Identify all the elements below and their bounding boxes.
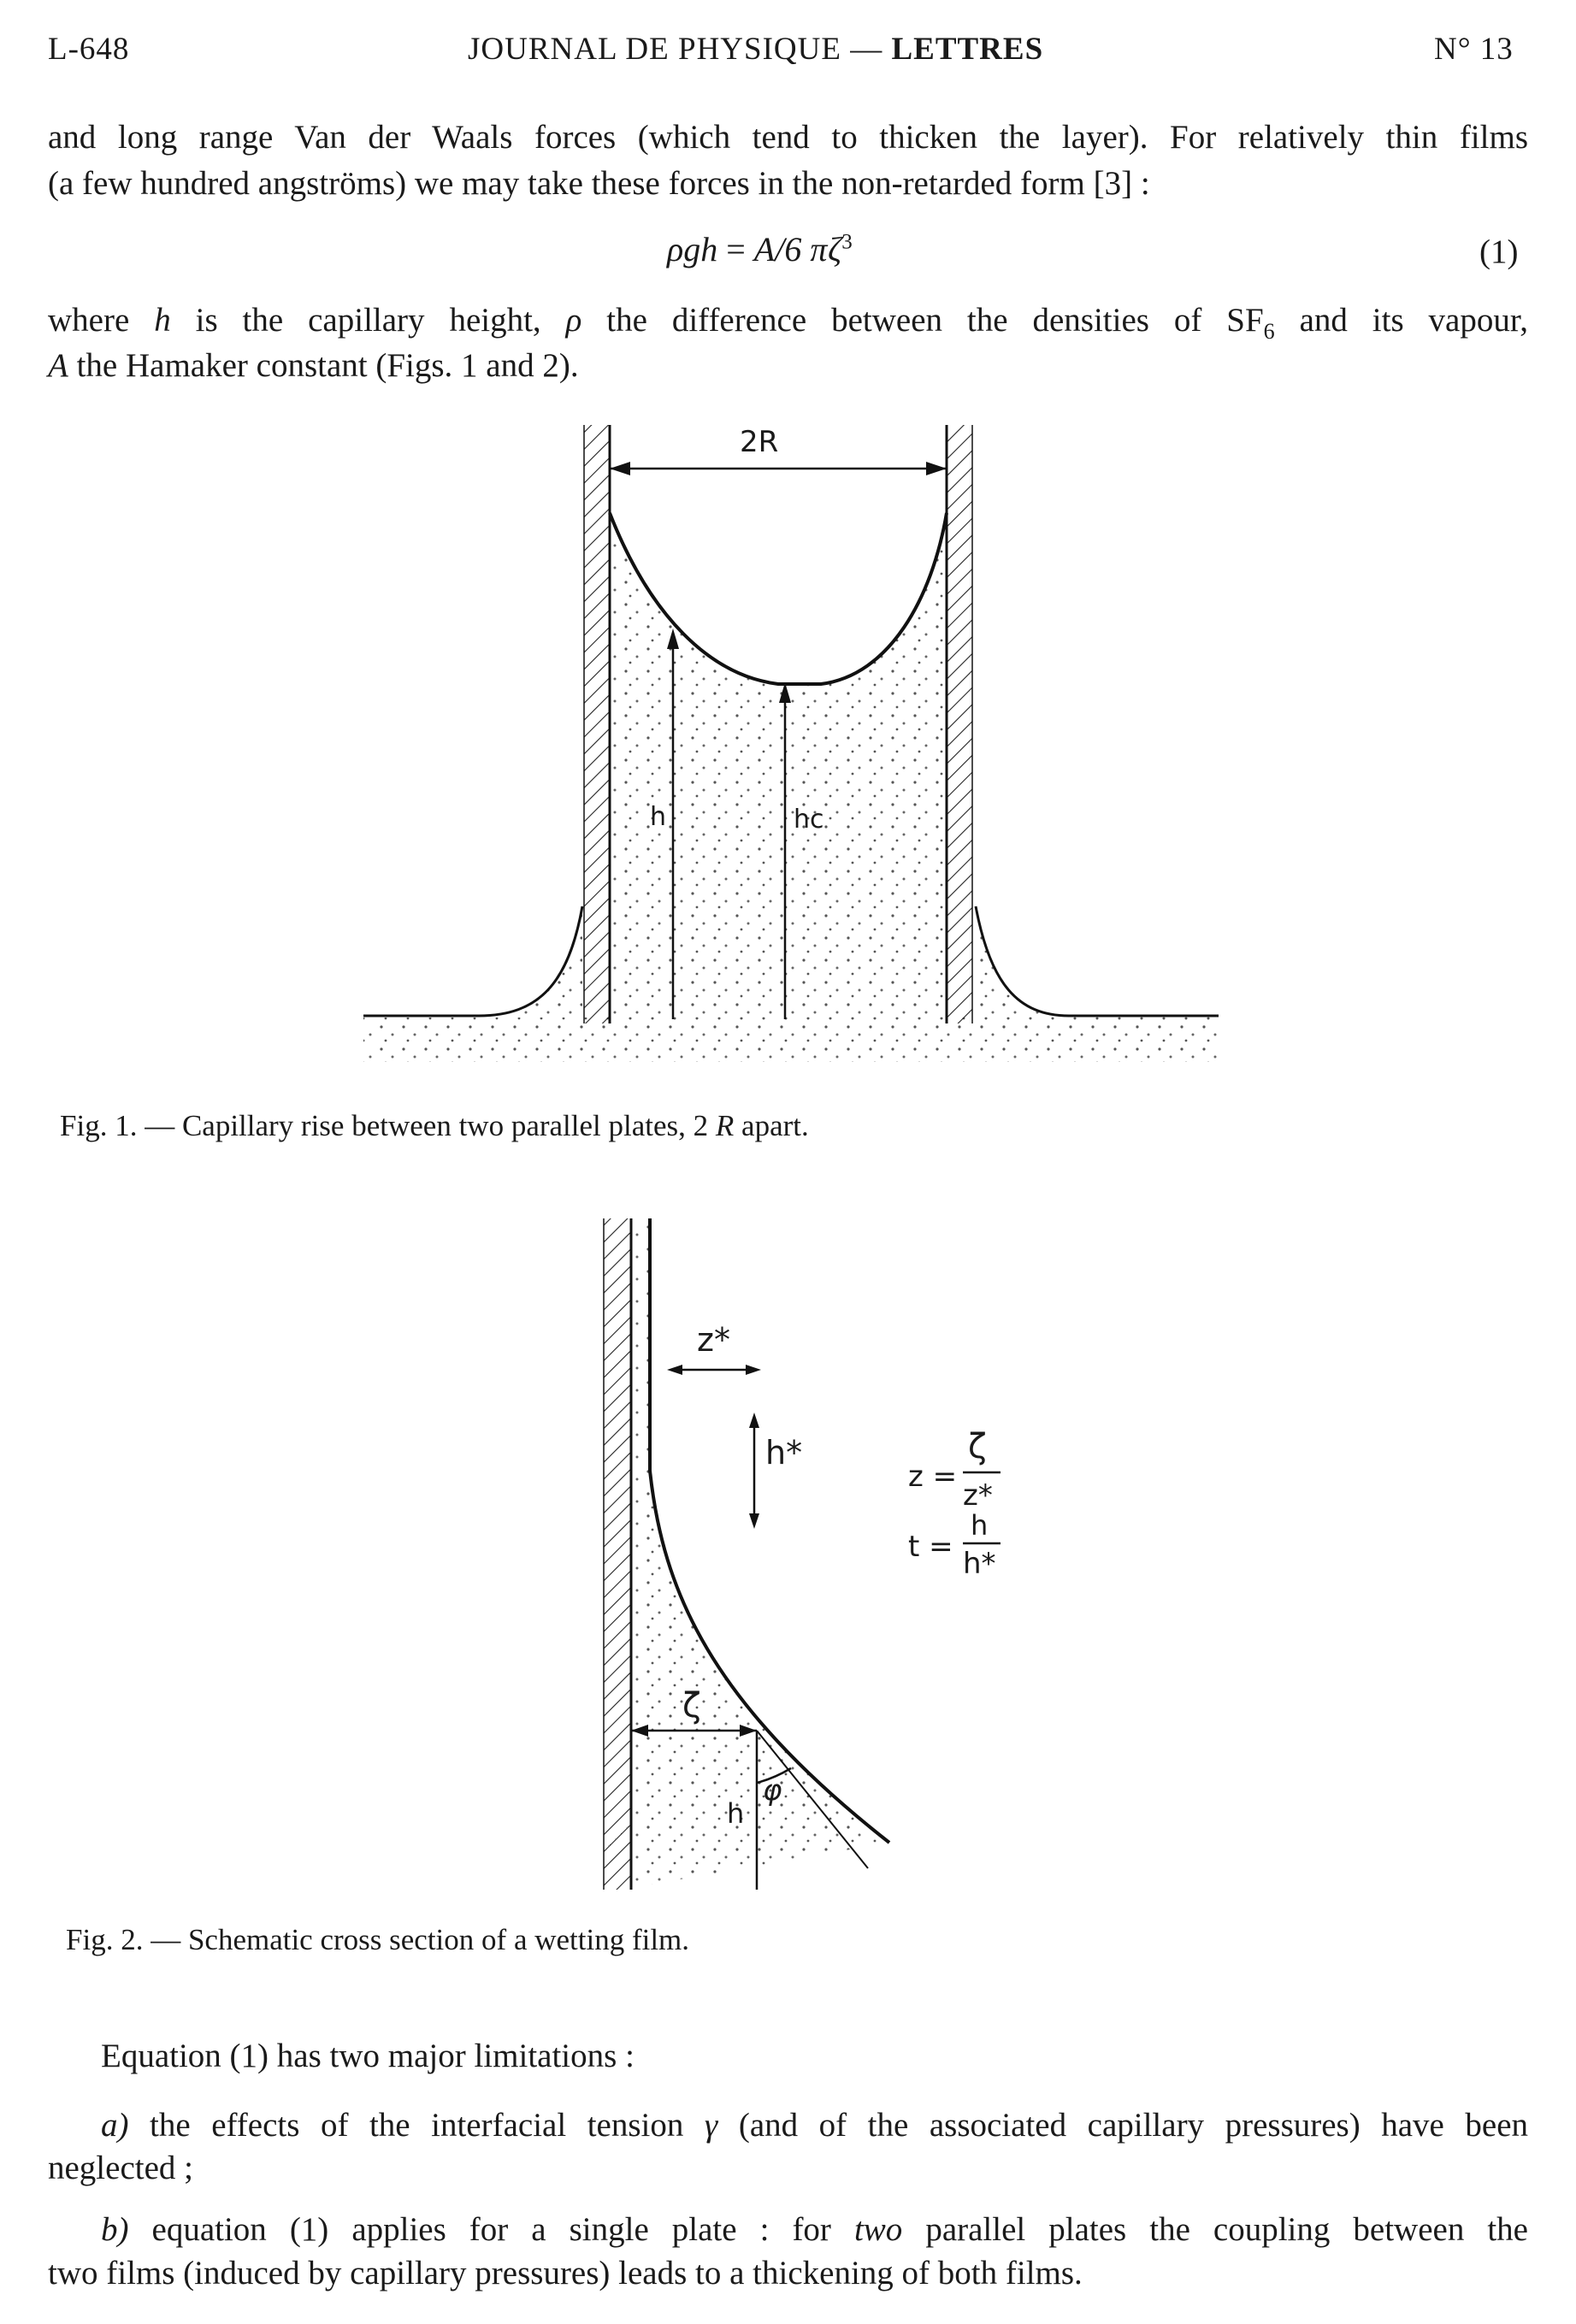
meniscus-left-fill — [363, 906, 582, 1016]
eq1-equals: = — [717, 230, 754, 268]
liquid-column — [610, 513, 947, 1022]
limitation-b-line-1 — [101, 2210, 1528, 2249]
wall — [604, 1218, 631, 1890]
def-rho: ρ — [565, 302, 582, 339]
page-number: L-648 — [48, 32, 130, 67]
item-a-text: the effects of the interfacial tension — [150, 2107, 684, 2144]
item-a-gamma: γ — [704, 2107, 718, 2144]
def-h: h — [154, 302, 171, 339]
label-hc: hc — [794, 805, 824, 835]
eq-t-lhs: t = — [908, 1530, 953, 1564]
limitations-intro: Equation (1) has two major limitations : — [101, 2038, 635, 2074]
eq1-lhs: ρgh — [667, 230, 718, 268]
caption-text: apart. — [741, 1109, 809, 1142]
figure-2 — [0, 1197, 1576, 1924]
intro-line-2: (a few hundred angströms) we may take these forces in the non-retarded form [3] : — [48, 165, 1150, 202]
eq-z-den: z* — [963, 1478, 993, 1513]
def-word: where — [48, 302, 130, 339]
item-b-label: b) — [101, 2211, 129, 2248]
label-hstar: h* — [765, 1434, 803, 1472]
item-a-text: (and of the associated capillary pressures) have been — [738, 2107, 1528, 2144]
item-b-text: equation (1) applies for a single plate : for — [151, 2211, 831, 2248]
caption-R: R — [715, 1109, 735, 1142]
eq1-exponent: 3 — [841, 230, 853, 254]
def-A: A — [48, 347, 68, 384]
equation-1-number: (1) — [1479, 233, 1519, 270]
def-subscript: 6 — [1263, 318, 1275, 344]
item-b-two: two — [853, 2211, 903, 2248]
journal-section: LETTRES — [891, 32, 1044, 67]
label-h-fig2: h — [727, 1797, 745, 1830]
limitation-b-line-2: two films (induced by capillary pressures) leads to a thickening of both films. — [48, 2255, 1083, 2292]
intro-line-1: and long range Van der Waals forces (which tend to thicken the layer). For relatively thin films — [48, 119, 1528, 156]
def-text: is the capillary height, — [195, 302, 541, 339]
eq1-rhs: A/6 πζ — [753, 230, 842, 268]
def-text: the Hamaker constant (Figs. 1 and 2). — [76, 347, 579, 384]
eq-t-den: h* — [963, 1547, 996, 1581]
item-b-text: parallel plates the coupling between the — [925, 2211, 1528, 2248]
plate-right — [947, 425, 972, 1023]
eq-t-num: h — [971, 1509, 989, 1542]
label-zeta: ζ — [682, 1686, 701, 1725]
limitation-a-line-2: neglected ; — [48, 2150, 193, 2186]
label-phi: φ — [763, 1773, 782, 1808]
label-h: h — [650, 802, 667, 832]
eq-z-lhs: z = — [908, 1460, 958, 1494]
figure-1 — [0, 0, 1576, 1112]
wetting-film — [631, 1218, 889, 1888]
label-zstar: z* — [697, 1321, 730, 1359]
def-text: the difference between the densities of SF — [606, 302, 1264, 339]
eq-z-num: ζ — [968, 1427, 987, 1466]
meniscus-right-fill — [977, 906, 1219, 1026]
issue-number: N° 13 — [1434, 32, 1514, 67]
def-text: and its vapour, — [1299, 302, 1529, 339]
item-a-label: a) — [101, 2107, 129, 2144]
caption-text: Fig. 1. — Capillary rise between two parallel plates, 2 — [60, 1109, 709, 1142]
figure-1-caption — [60, 1109, 809, 1143]
plate-left — [584, 425, 610, 1023]
limitation-a-line-1 — [101, 2106, 1528, 2144]
figure-2-caption: Fig. 2. — Schematic cross section of a wetting film. — [66, 1923, 690, 1956]
label-2R: 2R — [740, 425, 779, 459]
journal-name: JOURNAL DE PHYSIQUE — — [468, 32, 892, 67]
